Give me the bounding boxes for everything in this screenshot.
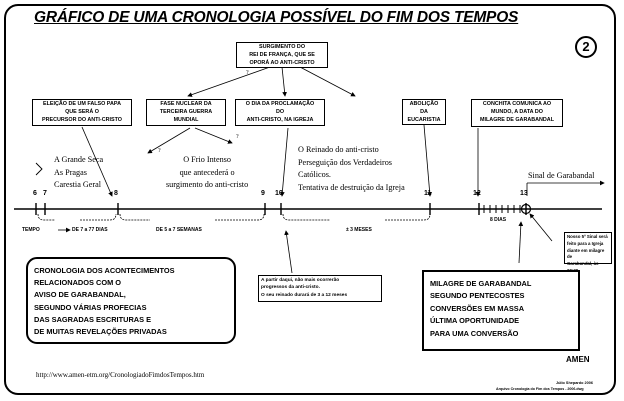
timeline-number-10: 10 <box>275 190 283 197</box>
conchita-date-box: CONCHITA COMUNICA AO MUNDO, A DATA DO MILAGRE DE GARABANDAL <box>471 99 563 127</box>
question-mark: ? <box>236 134 239 140</box>
duration-3-months: ± 3 MESES <box>346 227 372 233</box>
timeline-number-6: 6 <box>33 190 37 197</box>
source-url-link[interactable]: http://www.amen-etm.org/CronologiadoFimdosTempos.htm <box>36 371 205 379</box>
timeline-number-9: 9 <box>261 190 265 197</box>
garabandal-sign-label: Sinal de Garabandal <box>528 171 595 180</box>
timeline-number-12: 12 <box>473 190 481 197</box>
eucharist-abolition-box: ABOLIÇÃO DA EUCARISTIA <box>402 99 446 125</box>
drought-annotation: A Grande Seca As Pragas Carestia Geral <box>54 155 104 189</box>
page-title: GRÁFICO DE UMA CRONOLOGIA POSSÍVEL DO FIM DOS TEMPOS <box>34 9 519 26</box>
amen-brand: AMEN <box>566 355 590 364</box>
timeline-number-8: 8 <box>114 190 118 197</box>
sign-note-box: Nosso 5º Sinal será feito para a Igreja diante em milagre de Garabandal, às 20:30 <box>564 232 612 264</box>
file-credit: Arquivo Cronologia do Fim dos Tempos - 2006.dwg <box>496 387 584 391</box>
timeline-number-7: 7 <box>43 190 47 197</box>
antichrist-reign-annotation: O Reinado do anti-cristo Perseguição dos Verdadeiros Católicos. Tentativa de destruição da Igreja <box>298 145 405 192</box>
timeline-number-11: 11 <box>424 190 432 197</box>
intense-cold-annotation: O Frio Intenso que antecederá o surgimento do anti-cristo <box>166 155 249 189</box>
duration-7-77-days: DE 7 a 77 DIAS <box>72 227 108 233</box>
reign-note-box: A partir daqui, não mais ocorrerão progressos da anti-cristo. O seu reinado durará de 3 a 12 meses <box>258 275 382 302</box>
garabandal-miracle-box: MILAGRE DE GARABANDAL SEGUNDO PENTECOSTES CONVERSÕES EM MASSA ÚLTIMA OPORTUNIDADE PARA UMA CONVERSÃO <box>422 270 580 351</box>
question-mark: ? <box>158 148 161 154</box>
duration-5-7-weeks: DE 5 a 7 SEMANAS <box>156 227 202 233</box>
king-of-france-box: SURGIMENTO DO REI DE FRANÇA, QUE SE OPORÁ AO ANTI-CRISTO <box>236 42 328 68</box>
antichrist-proclamation-box: O DIA DA PROCLAMAÇÃO DO ANTI-CRISTO, NA IGREJA <box>235 99 325 126</box>
chronology-legend-box: CRONOLOGIA DOS ACONTECIMENTOS RELACIONADOS COM O AVISO DE GARABANDAL, SEGUNDO VÁRIAS PROFECIAS DAS SAGRADAS ESCRITURAS E DE MUITAS REVELAÇÕES PRIVADAS <box>26 257 236 344</box>
nuclear-war-box: FASE NUCLEAR DA TERCEIRA GUERRA MUNDIAL <box>146 99 226 126</box>
time-label: TEMPO <box>22 227 40 233</box>
timeline-number-13: 13 <box>520 190 528 197</box>
false-pope-box: ELEIÇÃO DE UM FALSO PAPA QUE SERÁ O PRECURSOR DO ANTI-CRISTO <box>32 99 132 126</box>
question-mark: ? <box>246 70 249 76</box>
duration-8-days: 8 DIAS <box>490 217 507 223</box>
author-credit: Júlio Shepardo 2006 <box>556 381 593 385</box>
page-number-badge: 2 <box>575 36 597 58</box>
